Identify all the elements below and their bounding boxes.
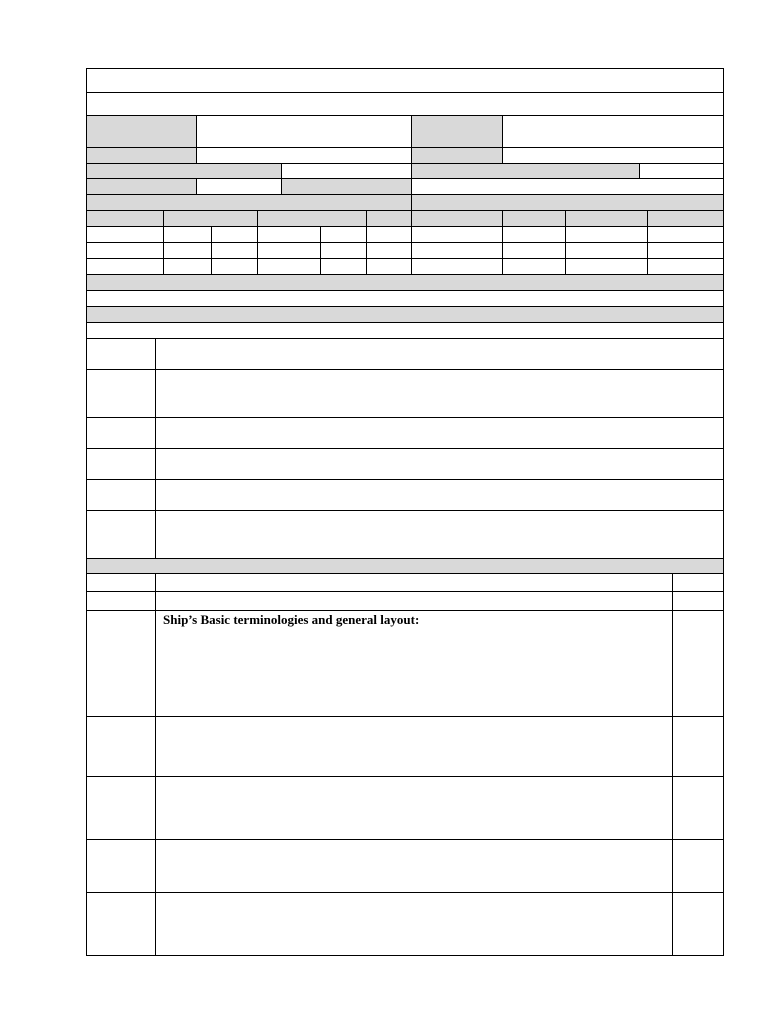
grid-cell bbox=[86, 226, 164, 243]
label-cell bbox=[281, 178, 412, 195]
row-label-cell bbox=[86, 839, 156, 893]
grid-cell bbox=[411, 226, 503, 243]
grid-cell bbox=[366, 242, 412, 259]
row-content-cell bbox=[155, 417, 724, 449]
grid-header-cell bbox=[366, 210, 412, 227]
row-content-cell bbox=[155, 776, 673, 840]
row-label-cell bbox=[86, 338, 156, 370]
section-header bbox=[86, 306, 724, 323]
row-content-cell bbox=[155, 591, 673, 611]
grid-header-cell bbox=[502, 210, 566, 227]
section-heading-text: Ship’s Basic terminologies and general layout: bbox=[163, 612, 420, 627]
row-content-cell bbox=[155, 573, 673, 592]
section-header bbox=[86, 558, 724, 574]
row-label-cell bbox=[86, 417, 156, 449]
grid-cell bbox=[211, 242, 258, 259]
grid-cell bbox=[257, 226, 321, 243]
section-header bbox=[86, 274, 724, 291]
row-label-cell bbox=[86, 369, 156, 418]
grid-cell bbox=[257, 242, 321, 259]
full-width-row bbox=[86, 322, 724, 339]
row-side-cell bbox=[672, 610, 724, 717]
grid-cell bbox=[411, 258, 503, 275]
value-cell bbox=[502, 147, 724, 164]
grid-header-cell bbox=[86, 210, 164, 227]
value-cell bbox=[196, 115, 412, 148]
value-cell bbox=[639, 163, 724, 179]
grid-cell bbox=[211, 226, 258, 243]
grid-cell bbox=[411, 242, 503, 259]
label-cell bbox=[411, 115, 503, 148]
label-cell bbox=[86, 178, 197, 195]
value-cell bbox=[196, 178, 282, 195]
row-content-cell bbox=[155, 369, 724, 418]
grid-cell bbox=[257, 258, 321, 275]
row-side-cell bbox=[672, 591, 724, 611]
grid-header-cell bbox=[257, 210, 367, 227]
label-cell bbox=[86, 163, 282, 179]
row-content-cell bbox=[155, 448, 724, 480]
grid-cell bbox=[565, 242, 648, 259]
row-content-cell bbox=[155, 716, 673, 777]
grid-cell bbox=[565, 226, 648, 243]
row-label-cell bbox=[86, 591, 156, 611]
value-cell bbox=[196, 147, 412, 164]
grid-header-cell bbox=[163, 210, 258, 227]
label-cell bbox=[411, 163, 640, 179]
label-cell bbox=[86, 147, 197, 164]
row-label-cell bbox=[86, 479, 156, 511]
grid-cell bbox=[320, 242, 367, 259]
grid-cell bbox=[366, 258, 412, 275]
grid-cell bbox=[320, 258, 367, 275]
value-cell bbox=[411, 178, 724, 195]
row-label-cell bbox=[86, 892, 156, 956]
row-side-cell bbox=[672, 573, 724, 592]
grid-cell bbox=[502, 226, 566, 243]
section-header-left bbox=[86, 194, 412, 211]
row-content-cell bbox=[155, 338, 724, 370]
grid-cell bbox=[86, 242, 164, 259]
grid-header-cell bbox=[647, 210, 724, 227]
row-label-cell bbox=[86, 573, 156, 592]
row-content-cell bbox=[155, 510, 724, 559]
grid-header-cell bbox=[565, 210, 648, 227]
row-content-cell bbox=[155, 479, 724, 511]
grid-cell bbox=[366, 226, 412, 243]
label-cell bbox=[411, 147, 503, 164]
section-header-right bbox=[411, 194, 724, 211]
row-content-cell bbox=[155, 610, 673, 717]
grid-cell bbox=[502, 258, 566, 275]
value-cell bbox=[502, 115, 724, 148]
row-label-cell bbox=[86, 776, 156, 840]
row-side-cell bbox=[672, 839, 724, 893]
grid-cell bbox=[163, 226, 212, 243]
row-content-cell bbox=[155, 892, 673, 956]
form-subtitle-row bbox=[86, 92, 724, 116]
row-side-cell bbox=[672, 892, 724, 956]
grid-cell bbox=[163, 242, 212, 259]
row-label-cell bbox=[86, 510, 156, 559]
grid-cell bbox=[565, 258, 648, 275]
label-cell bbox=[86, 115, 197, 148]
grid-cell bbox=[86, 258, 164, 275]
value-cell bbox=[281, 163, 412, 179]
grid-cell bbox=[647, 242, 724, 259]
row-label-cell bbox=[86, 716, 156, 777]
full-width-row bbox=[86, 290, 724, 307]
grid-header-cell bbox=[411, 210, 503, 227]
row-content-cell bbox=[155, 839, 673, 893]
grid-cell bbox=[211, 258, 258, 275]
row-side-cell bbox=[672, 776, 724, 840]
row-side-cell bbox=[672, 716, 724, 777]
grid-cell bbox=[647, 258, 724, 275]
grid-cell bbox=[647, 226, 724, 243]
form-title-row bbox=[86, 68, 724, 93]
row-label-cell bbox=[86, 448, 156, 480]
row-label-cell bbox=[86, 610, 156, 717]
grid-cell bbox=[163, 258, 212, 275]
grid-cell bbox=[320, 226, 367, 243]
grid-cell bbox=[502, 242, 566, 259]
